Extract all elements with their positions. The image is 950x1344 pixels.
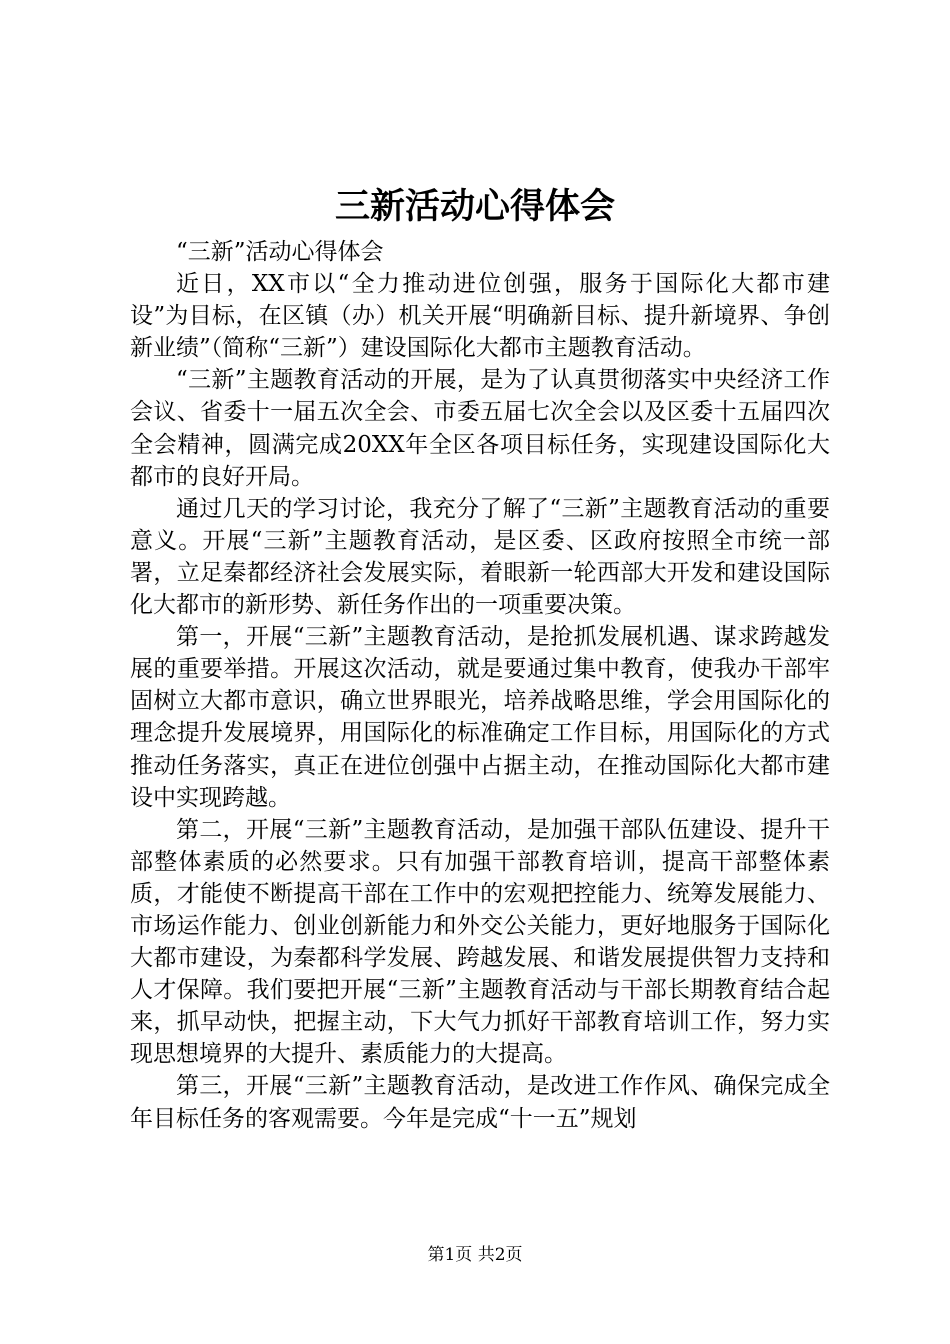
body-paragraph: 第三，开展“三新”主题教育活动，是改进工作作风、确保完成全年目标任务的客观需要。今年是完成“十一五”规划 <box>130 1073 830 1132</box>
body-paragraph: 近日，XX市以“全力推动进位创强，服务于国际化大都市建设”为目标，在区镇（办）机关开展“明确新目标、提升新境界、争创新业绩”（简称“三新”）建设国际化大都市主题教育活动。 <box>130 271 830 362</box>
body-paragraph: “三新”主题教育活动的开展，是为了认真贯彻落实中央经济工作会议、省委十一届五次全会、市委五届七次全会以及区委十五届四次全会精神，圆满完成20XX年全区各项目标任务，实现建设国际化大都市的良好开局。 <box>130 367 830 490</box>
document-body <box>130 236 830 1135</box>
body-paragraph: 第一，开展“三新”主题教育活动，是抢抓发展机遇、谋求跨越发展的重要举措。开展这次活动，就是要通过集中教育，使我办干部牢固树立大都市意识，确立世界眼光，培养战略思维，学会用国际化的理念提升发展境界，用国际化的标准确定工作目标，用国际化的方式推动任务落实，真正在进位创强中占据主动，在推动国际化大都市建设中实现跨越。 <box>130 624 830 811</box>
body-paragraph: 通过几天的学习讨论，我充分了解了“三新”主题教育活动的重要意义。开展“三新”主题教育活动，是区委、区政府按照全市统一部署，立足秦都经济社会发展实际，着眼新一轮西部大开发和建设国际化大都市的新形势、新任务作出的一项重要决策。 <box>130 495 830 619</box>
document-title: 三新活动心得体会 <box>334 186 615 227</box>
page-footer: 第1页 共2页 <box>427 1245 523 1265</box>
subtitle-paragraph: “三新”活动心得体会 <box>176 239 384 265</box>
body-paragraph: 第二，开展“三新”主题教育活动，是加强干部队伍建设、提升干部整体素质的必然要求。只有加强干部教育培训，提高干部整体素质，才能使不断提高干部在工作中的宏观把控能力、统筹发展能力、市场运作能力、创业创新能力和外交公关能力，更好地服务于国际化大都市建设，为秦都科学发展、跨越发展、和谐发展提供智力支持和人才保障。我们要把开展“三新”主题教育活动与干部长期教育结合起来，抓早动快，把握主动，下大气力抓好干部教育培训工作，努力实现思想境界的大提升、素质能力的大提高。 <box>130 816 830 1068</box>
